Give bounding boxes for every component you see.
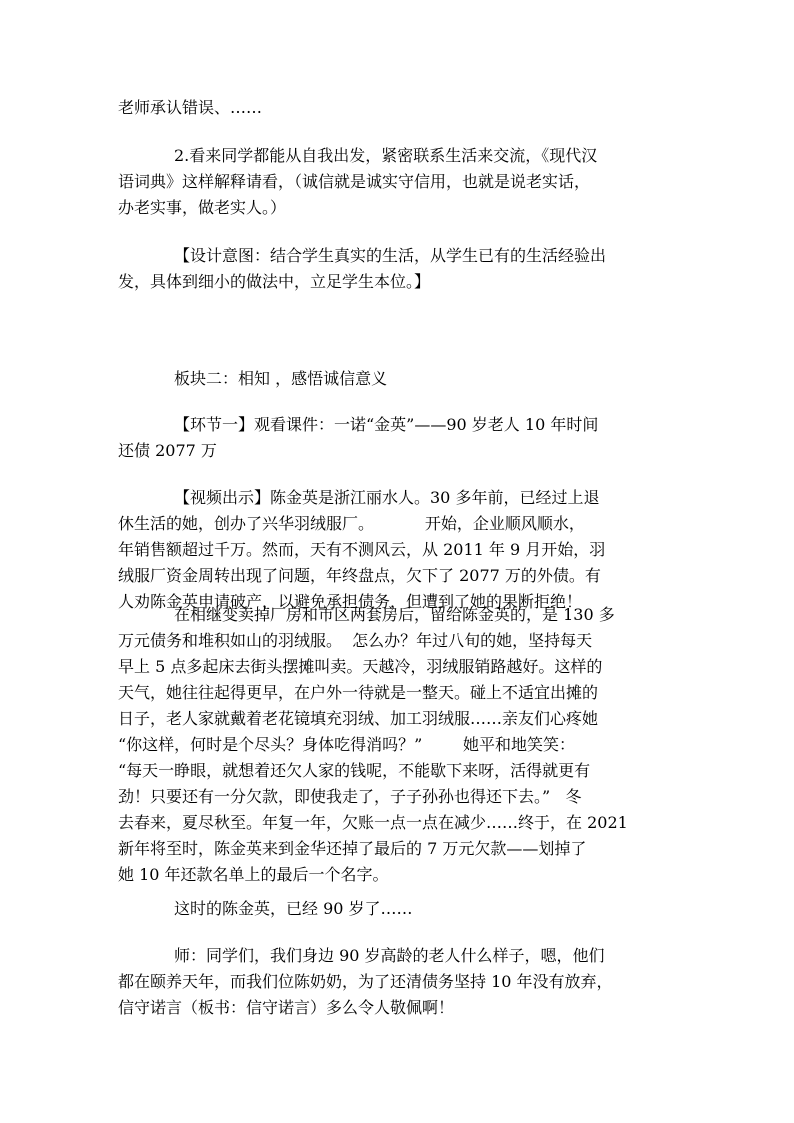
text-line: 早上 5 点多起床去街头摆摊叫卖。天越冷，羽绒服销路越好。这样的 [118,657,603,676]
paragraph-teacher-reflection [118,943,613,1021]
paragraph-video-intro [118,485,605,615]
text-line: 【设计意图：结合学生真实的生活，从学生已有的生活经验出 [174,246,607,265]
text-line: 发，具体到细小的做法中，立足学生本位。】 [118,272,431,291]
text-line: 板块二：相知 ，感悟诚信意义 [174,369,388,388]
paragraph-teacher-admits-error [118,95,262,121]
text-line: 天气，她往往起得更早，在户外一待就是一整天。碰上不适宜出摊的 [118,683,599,702]
text-line: 语词典》这样解释请看，（诚信就是诚实守信用，也就是说老实话， [118,172,591,191]
text-line: 人劝陈金英申请破产，以避免承担债务，但遭到了她的果断拒绝！ [118,592,583,611]
paragraph-dictionary-definition [118,143,597,221]
text-line: “每天一睁眼，就想着还欠人家的钱呢，不能歇下来呀，活得就更有 [118,761,591,780]
text-line: 绒服厂资金周转出现了问题，年终盘点，欠下了 2077 万的外债。有 [118,566,601,585]
text-line: 【视频出示】陈金英是浙江丽水人。30 多年前，已经过上退 [174,488,600,507]
paragraph-age-ninety [174,896,413,922]
text-line: “你这样，何时是个尽头？身体吃得消吗？” 她平和地笑笑： [118,735,576,754]
text-line: 新年将至时，陈金英来到金华还掉了最后的 7 万元欠款——划掉了 [118,839,587,858]
text-line: 【环节一】观看课件：一诺“金英”——90 岁老人 10 年时间 [174,415,599,434]
text-line: 她 10 年还款名单上的最后一个名字。 [118,865,389,884]
text-line: 万元债务和堆积如山的羽绒服。 怎么办？年过八旬的她，坚持每天 [118,631,593,650]
text-line: 在相继变卖掉厂房和市区两套房后，留给陈金英的，是 130 多 [174,605,615,624]
text-line: 2.看来同学都能从自我出发，紧密联系生活来交流，《现代汉 [174,146,598,165]
paragraph-activity-one [118,412,598,464]
text-line: 这时的陈金英，已经 90 岁了…… [174,899,413,918]
text-line: 劲！只要还有一分欠款，即使我走了，子子孙孙也得还下去。” 冬 [118,787,582,806]
text-line: 办老实事，做老实人。） [118,198,287,217]
text-line: 休生活的她，创办了兴华羽绒服厂。 开始，企业顺风顺水， [118,514,585,533]
section-heading-module-two [174,366,387,392]
text-line: 年销售额超过千万。然而，天有不测风云，从 2011 年 9 月开始，羽 [118,540,606,559]
text-line: 师：同学们，我们身边 90 岁高龄的老人什么样子，嗯，他们 [174,946,605,965]
paragraph-design-intent [118,243,606,295]
text-line: 都在颐养天年，而我们位陈奶奶，为了还清债务坚持 10 年没有放弃， [118,972,613,991]
text-line: 日子，老人家就戴着老花镜填充羽绒、加工羽绒服……亲友们心疼她 [118,709,599,728]
text-line: 信守诺言（板书：信守诺言）多么令人敬佩啊！ [118,998,455,1017]
text-line: 老师承认错误、…… [118,98,263,117]
text-line: 还债 2077 万 [118,441,217,460]
paragraph-video-story [118,602,628,888]
text-line: 去春来，夏尽秋至。年复一年，欠账一点一点在减少……终于，在 2021 [118,813,628,832]
